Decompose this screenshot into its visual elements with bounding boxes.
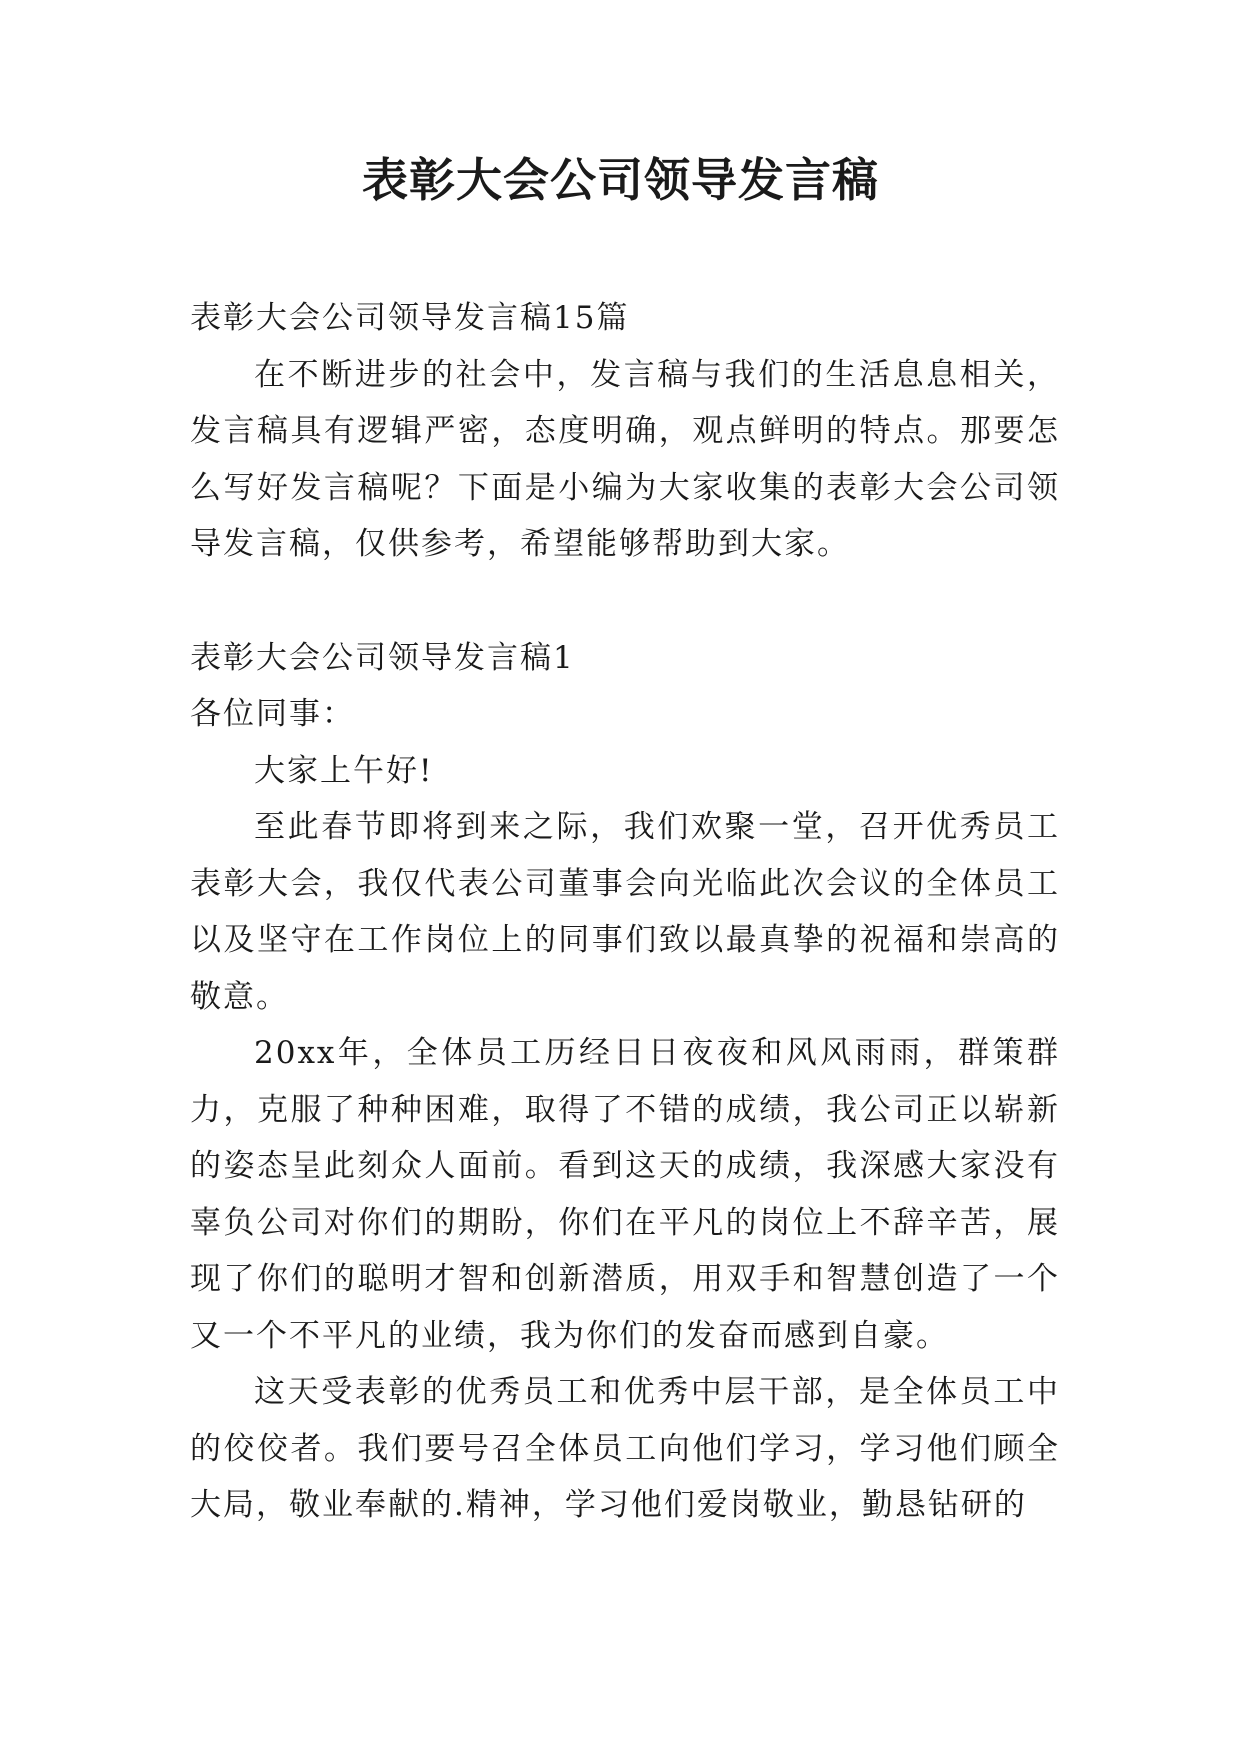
document-body [190,290,1060,1534]
body-paragraph: 20xx年，全体员工历经日日夜夜和风风雨雨，群策群力，克服了种种困难，取得了不错的成绩，我公司正以崭新的姿态呈此刻众人面前。看到这天的成绩，我深感大家没有辜负公司对你们的期盼，你们在平凡的岗位上不辞辛苦，展现了你们的聪明才智和创新潜质，用双手和智慧创造了一个又一个不平凡的业绩，我为你们的发奋而感到自豪。 [190,1035,1060,1354]
section-spacer [190,573,1060,630]
document-subtitle: 表彰大会公司领导发言稿15篇 [190,300,630,336]
body-paragraph: 这天受表彰的优秀员工和优秀中层干部，是全体员工中的佼佼者。我们要号召全体员工向他们学习，学习他们顾全大局，敬业奉献的.精神，学习他们爱岗敬业，勤恳钻研的 [190,1374,1060,1523]
salutation: 各位同事： [190,696,355,732]
document-title: 表彰大会公司领导发言稿 [362,153,879,207]
body-paragraph: 至此春节即将到来之际，我们欢聚一堂，召开优秀员工表彰大会，我仅代表公司董事会向光临此次会议的全体员工以及坚守在工作岗位上的同事们致以最真挚的祝福和崇高的敬意。 [190,809,1060,1015]
section-heading: 表彰大会公司领导发言稿1 [190,639,575,676]
greeting: 大家上午好! [254,752,434,789]
intro-paragraph: 在不断进步的社会中，发言稿与我们的生活息息相关，发言稿具有逻辑严密，态度明确，观点鲜明的特点。那要怎么写好发言稿呢？下面是小编为大家收集的表彰大会公司领导发言稿，仅供参考，希望能够帮助到大家。 [190,356,1060,562]
